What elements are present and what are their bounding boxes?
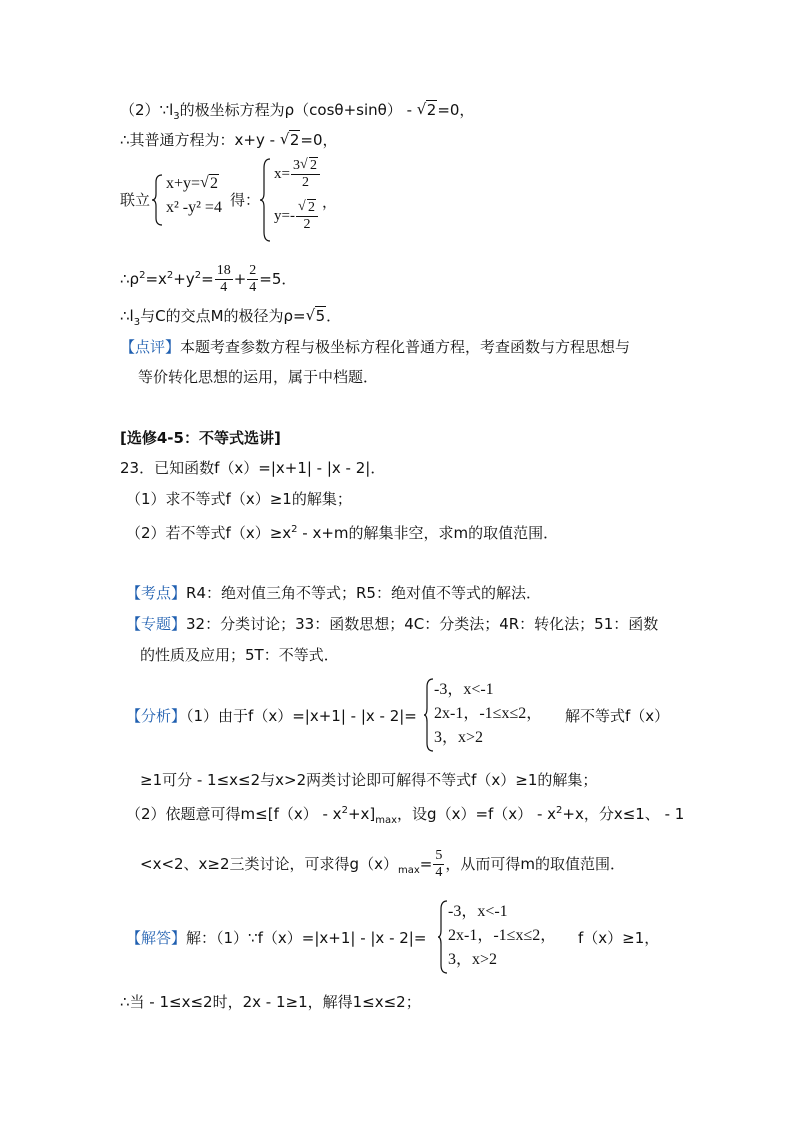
text: +y [173,270,195,288]
review-line-2: 等价转化思想的运用，属于中档题． [138,368,379,386]
fraction [433,848,444,881]
text: =x [145,270,167,288]
text: +x] [347,805,376,823]
section-title: [选修4-5：不等式选讲] [120,429,281,447]
fenxi-line-4 [140,846,625,889]
q23-stem: 23．已知函数f（x）=|x+1| - |x - 2|． [120,459,386,477]
line-polar-equation [120,100,474,127]
text: <x<2、x≥2三类讨论，可求得g（x） [140,855,398,873]
system-1-row-1 [166,172,222,196]
denominator: 4 [435,865,443,880]
fenxi-line-1 [126,706,417,726]
text: R4：绝对值三角不等式；R5：绝对值不等式的解法． [186,584,541,602]
review-tag: 【点评】 [120,338,181,356]
system-2-row-2 [274,200,321,242]
case-1: -3，x<-1 [448,903,508,920]
left-brace-icon [260,158,272,242]
case-1: -3，x<-1 [434,681,494,698]
line-polar-radius [120,306,341,333]
denominator: 2 [303,217,311,232]
case-3: 3，x>2 [434,729,484,746]
radicand: 2 [210,175,219,192]
sqrt [280,130,301,150]
sqrt [417,100,438,120]
subscript: max [397,865,420,876]
fraction [247,263,258,296]
superscript: 2 [166,270,174,281]
fraction [215,263,233,296]
text: =0， [300,131,338,149]
text: 3 [292,158,300,173]
denominator: 2 [301,175,309,190]
text: - x+m的解集非空，求m的取值范围． [297,524,559,542]
text: ，从而可得m的取值范围． [445,855,625,873]
kaodian-line [126,583,541,603]
fenxi-tail: 解不等式f（x） [565,707,670,725]
text: = [419,855,433,873]
comma: ， [322,193,338,211]
text: =5． [259,270,297,288]
text: x+y= [166,175,201,192]
text: 解：（1）∵f（x）=|x+1| - |x - 2|= [186,929,427,947]
left-brace-icon [438,900,448,974]
text: ∴其普通方程为：x+y - [120,131,280,149]
fenxi-tag: 【分析】 [126,707,187,725]
subscript: 3 [173,111,180,122]
denominator: 4 [220,280,228,295]
fraction [291,158,320,191]
text: ∴l [120,307,134,325]
radicand: 2 [426,101,437,119]
radicand: 5 [315,307,326,325]
text: 本题考查参数方程与极坐标方程化普通方程，考查函数与方程思想与 [180,338,631,356]
kaodian-tag: 【考点】 [126,584,187,602]
text: 32：分类讨论；33：函数思想；4C：分类法；4R：转化法；51：函数 [186,615,659,633]
sqrt [298,200,316,216]
jieda-line-2: ∴当 - 1≤x≤2时，2x - 1≥1，解得1≤x≤2； [120,993,421,1011]
sqrt [300,158,318,174]
zhuanti-line-1 [126,614,658,634]
left-brace-icon [152,174,164,226]
text: = [201,270,214,288]
jieda-tail: f（x）≥1， [578,929,660,947]
subscript: 3 [133,317,141,328]
zhuanti-line-2: 的性质及应用；5T：不等式． [140,646,339,664]
numerator: 5 [435,848,443,863]
fraction [296,200,318,233]
superscript: 2 [556,805,563,816]
numerator: 2 [249,263,257,278]
numerator [291,158,320,175]
text: （2）∵l [120,101,174,119]
text: 的极坐标方程为ρ（cosθ+sinθ） - [179,101,417,119]
text: （1）由于f（x）=|x+1| - |x - 2|= [186,707,417,725]
text: ． [326,307,342,325]
sqrt [306,306,327,326]
q23-part2 [126,520,558,543]
jieda-line-1 [126,928,426,948]
case-2: 2x-1，-1≤x≤2， [434,705,543,722]
numerator: 18 [216,263,231,278]
de-label: 得： [230,191,261,209]
fenxi-line-3 [126,801,684,831]
text: 与C的交点M的极径为ρ= [140,307,306,325]
denominator: 4 [249,280,257,295]
radicand: 2 [289,131,300,149]
superscript: 2 [341,805,348,816]
review-line-1 [120,337,630,357]
left-brace-icon [424,678,434,752]
case-3: 3，x>2 [448,951,498,968]
q23-part1: （1）求不等式f（x）≥1的解集； [126,490,352,508]
text: + [233,270,247,288]
subscript: max [375,815,398,826]
radicand: 2 [309,158,317,173]
numerator [296,200,318,217]
lianli-label: 联立 [120,191,151,209]
system-2-row-1 [274,158,321,200]
text: =0， [437,101,475,119]
text: ，设g（x）=f（x） - x [397,805,556,823]
text: （2）依题意可得m≤[f（x） - x [126,805,342,823]
text: +x，分x≤1、 - 1 [562,805,685,823]
fenxi-line-2: ≥1可分 - 1≤x≤2与x>2两类讨论即可解得不等式f（x）≥1的解集； [140,771,598,789]
sqrt [200,172,219,196]
text: x= [274,165,290,182]
text: y=- [274,207,295,224]
line-general-equation [120,130,338,150]
system-1-row-2: x² -y² =4 [166,199,222,216]
superscript: 2 [139,270,146,281]
radicand: 2 [307,200,315,215]
superscript: 2 [291,524,298,535]
line-rho-squared [120,258,296,297]
text: （2）若不等式f（x）≥x [126,524,292,542]
jieda-tag: 【解答】 [126,929,187,947]
text: ∴ρ [120,270,140,288]
case-2: 2x-1，-1≤x≤2， [448,927,557,944]
superscript: 2 [194,270,202,281]
zhuanti-tag: 【专题】 [126,615,187,633]
